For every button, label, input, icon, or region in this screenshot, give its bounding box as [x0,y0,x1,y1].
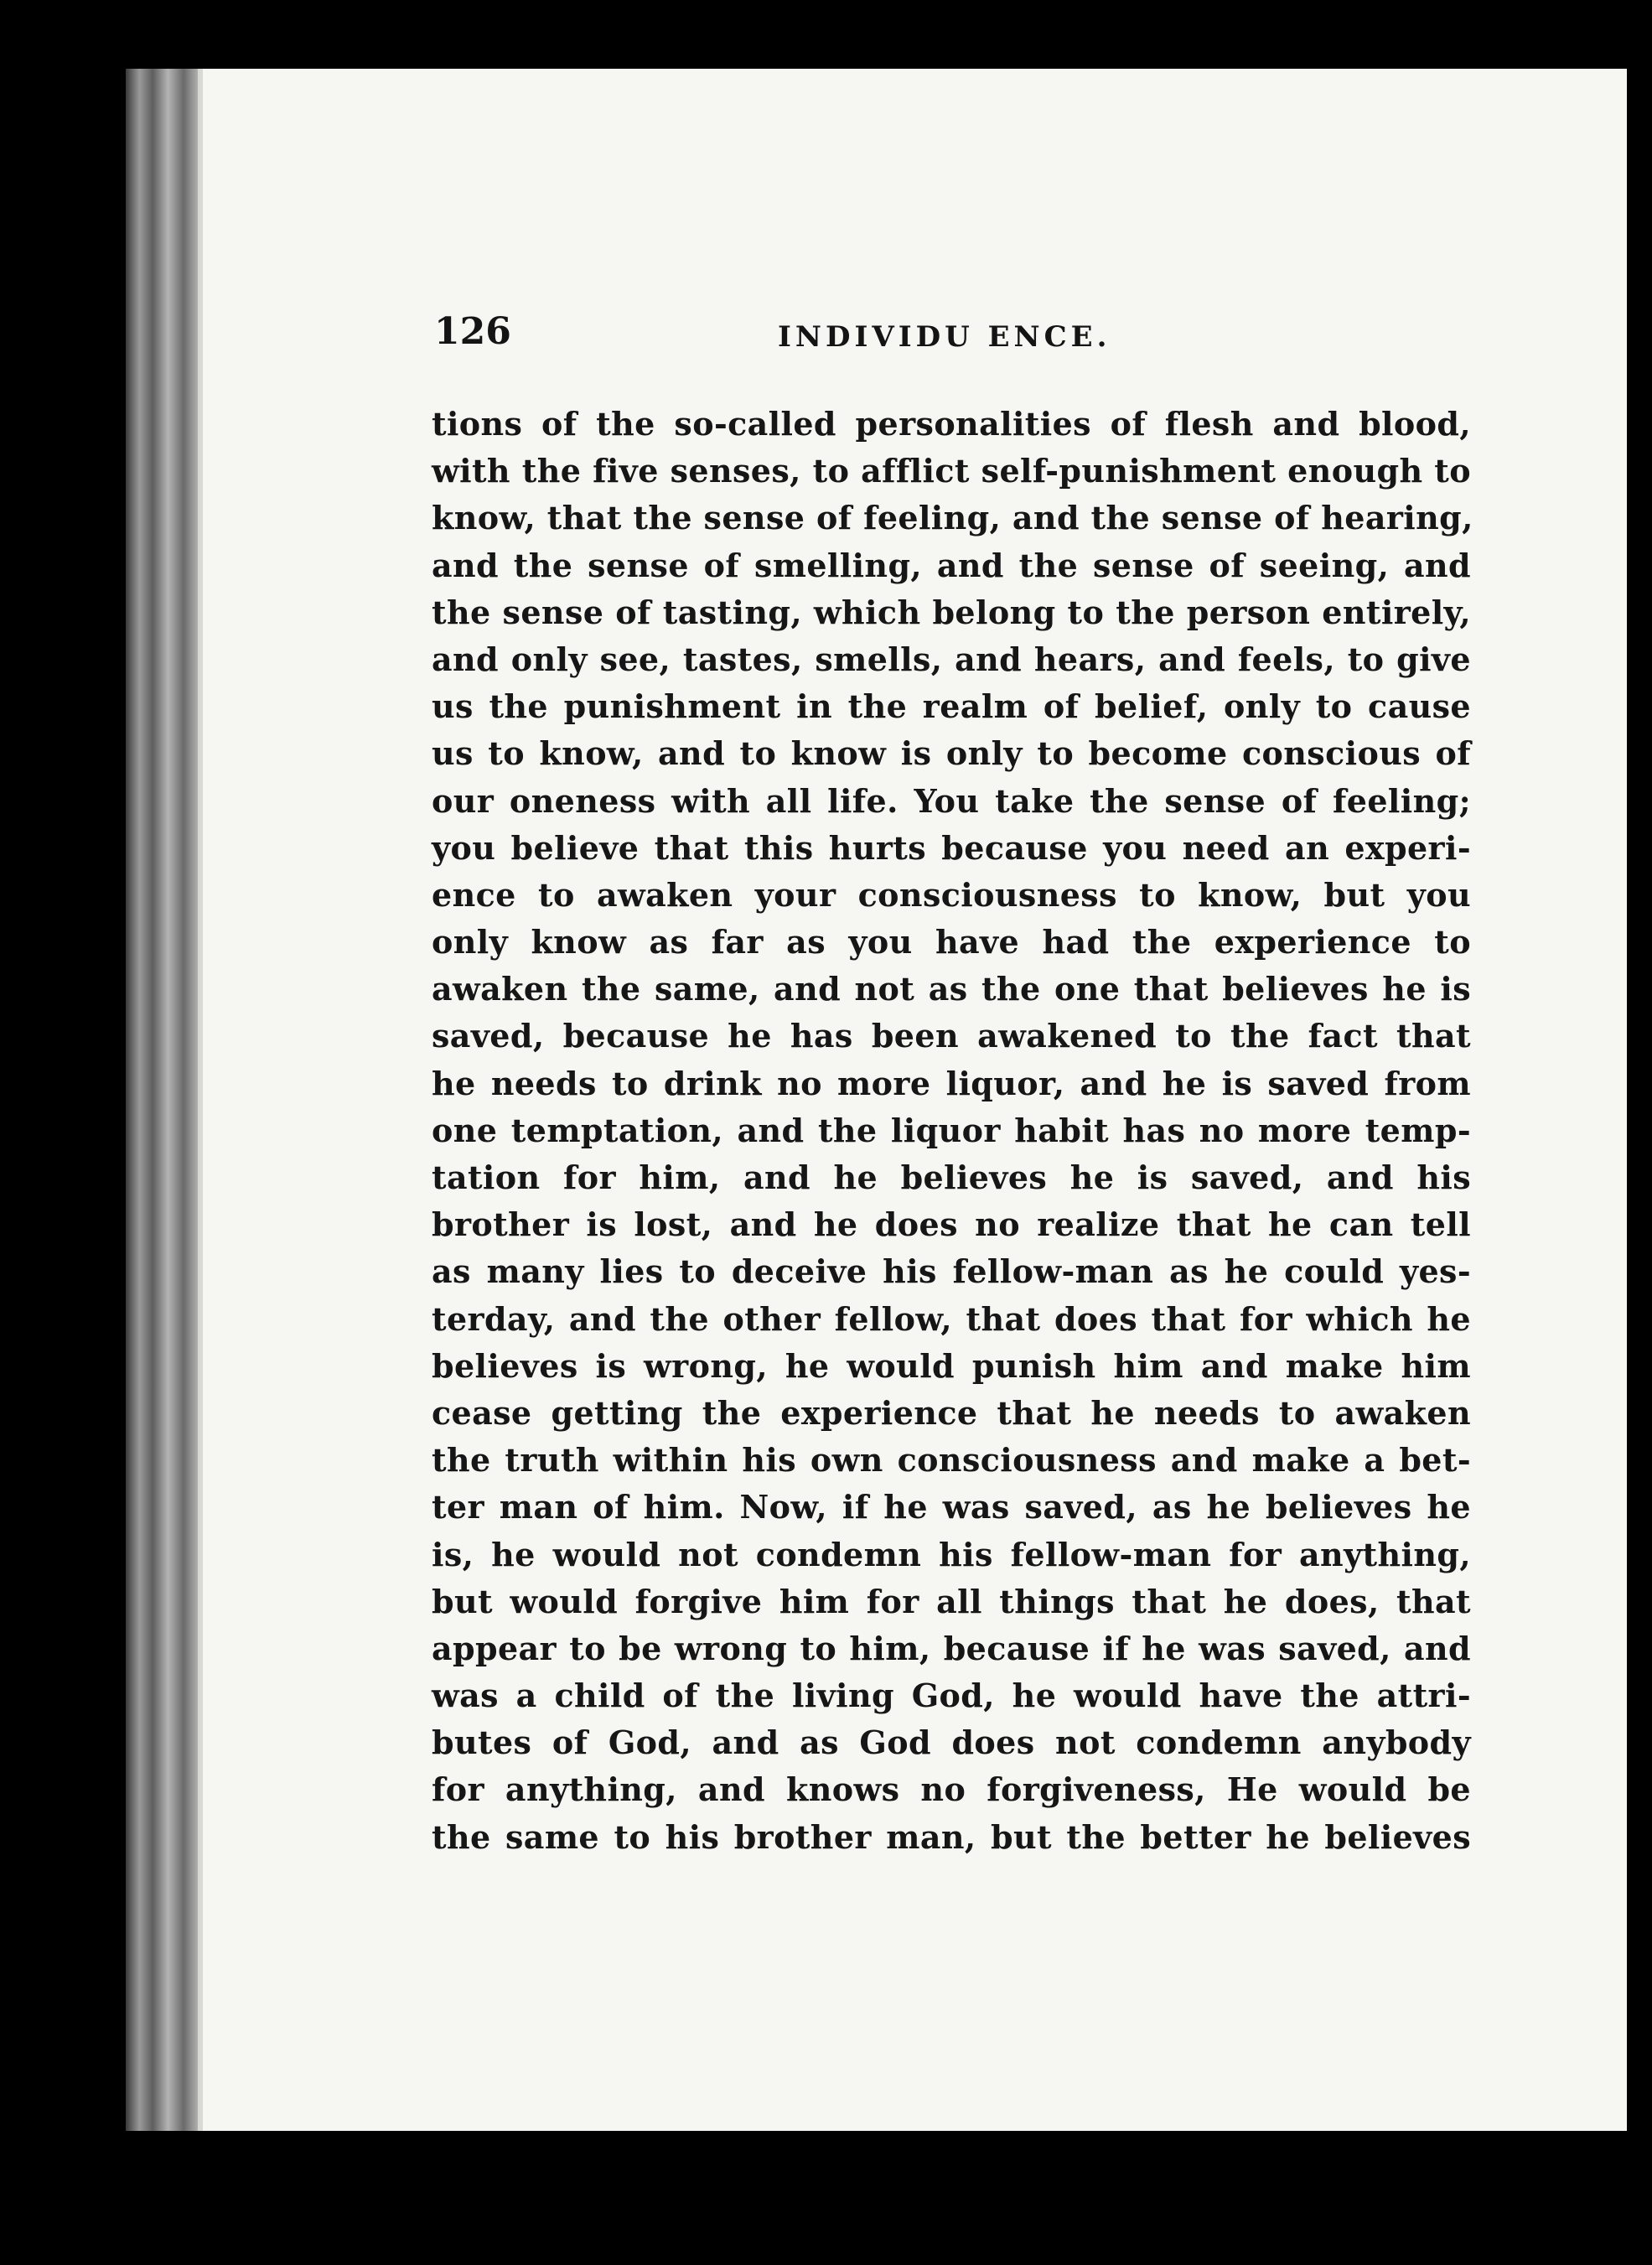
page-gutter-edge [198,69,203,2131]
page-number: 126 [434,310,511,353]
text-line: is, he would not condemn his fellow-man for anything, [432,1535,1471,1573]
text-line: brother is lost, and he does no realize that he can tell [432,1205,1471,1244]
text-line: and only see, tastes, smells, and hears, and feels, to give [432,640,1471,678]
text-line: one temptation, and the liquor habit has no more temp- [432,1111,1471,1149]
text-line: tions of the so-called personalities of flesh and blood, [432,405,1471,443]
text-line: tation for him, and he believes he is saved, and his [432,1158,1471,1196]
text-line: us to know, and to know is only to become conscious of [432,734,1471,773]
page-header [434,310,1473,369]
text-line: ter man of him. Now, if he was saved, as he believes he [432,1488,1471,1526]
text-line: was a child of the living God, he would have the attri- [432,1677,1471,1715]
text-line: know, that the sense of feeling, and the sense of hearing, [432,499,1473,537]
text-line: only know as far as you have had the experience to [432,923,1471,961]
text-line: he needs to drink no more liquor, and he is saved from [432,1064,1471,1102]
text-line: our oneness with all life. You take the sense of feeling; [432,781,1471,820]
text-line: awaken the same, and not as the one that believes he is [432,970,1471,1008]
text-line: as many lies to deceive his fellow-man as he could yes- [432,1252,1471,1291]
book-spine [126,69,203,2131]
text-line: for anything, and knows no forgiveness, He would be [432,1770,1471,1809]
body-text [432,401,1471,1861]
text-line: the truth within his own consciousness and make a bet- [432,1441,1471,1480]
text-line: saved, because he has been awakened to the fact that [432,1017,1471,1055]
text-line: believes is wrong, he would punish him and make him [432,1346,1471,1385]
text-line: ence to awaken your consciousness to know, but you [432,875,1471,914]
text-line: terday, and the other fellow, that does that for which he [432,1299,1471,1338]
text-line: the sense of tasting, which belong to the person entirely, [432,593,1471,631]
text-line: and the sense of smelling, and the sense of seeing, and [432,546,1471,584]
text-line: butes of God, and as God does not condemn anybody [432,1723,1471,1762]
running-head: INDIVIDU ENCE. [778,320,1111,354]
text-line: but would forgive him for all things that he does, that [432,1582,1471,1620]
text-line: appear to be wrong to him, because if he was saved, and [432,1629,1471,1667]
text-line: with the five senses, to afflict self-punishment enough to [432,452,1471,490]
text-line: you believe that this hurts because you need an experi- [432,828,1471,867]
text-line: cease getting the experience that he needs to awaken [432,1393,1471,1432]
text-line: the same to his brother man, but the better he believes [432,1817,1471,1856]
text-line: us the punishment in the realm of belief, only to cause [432,687,1471,726]
